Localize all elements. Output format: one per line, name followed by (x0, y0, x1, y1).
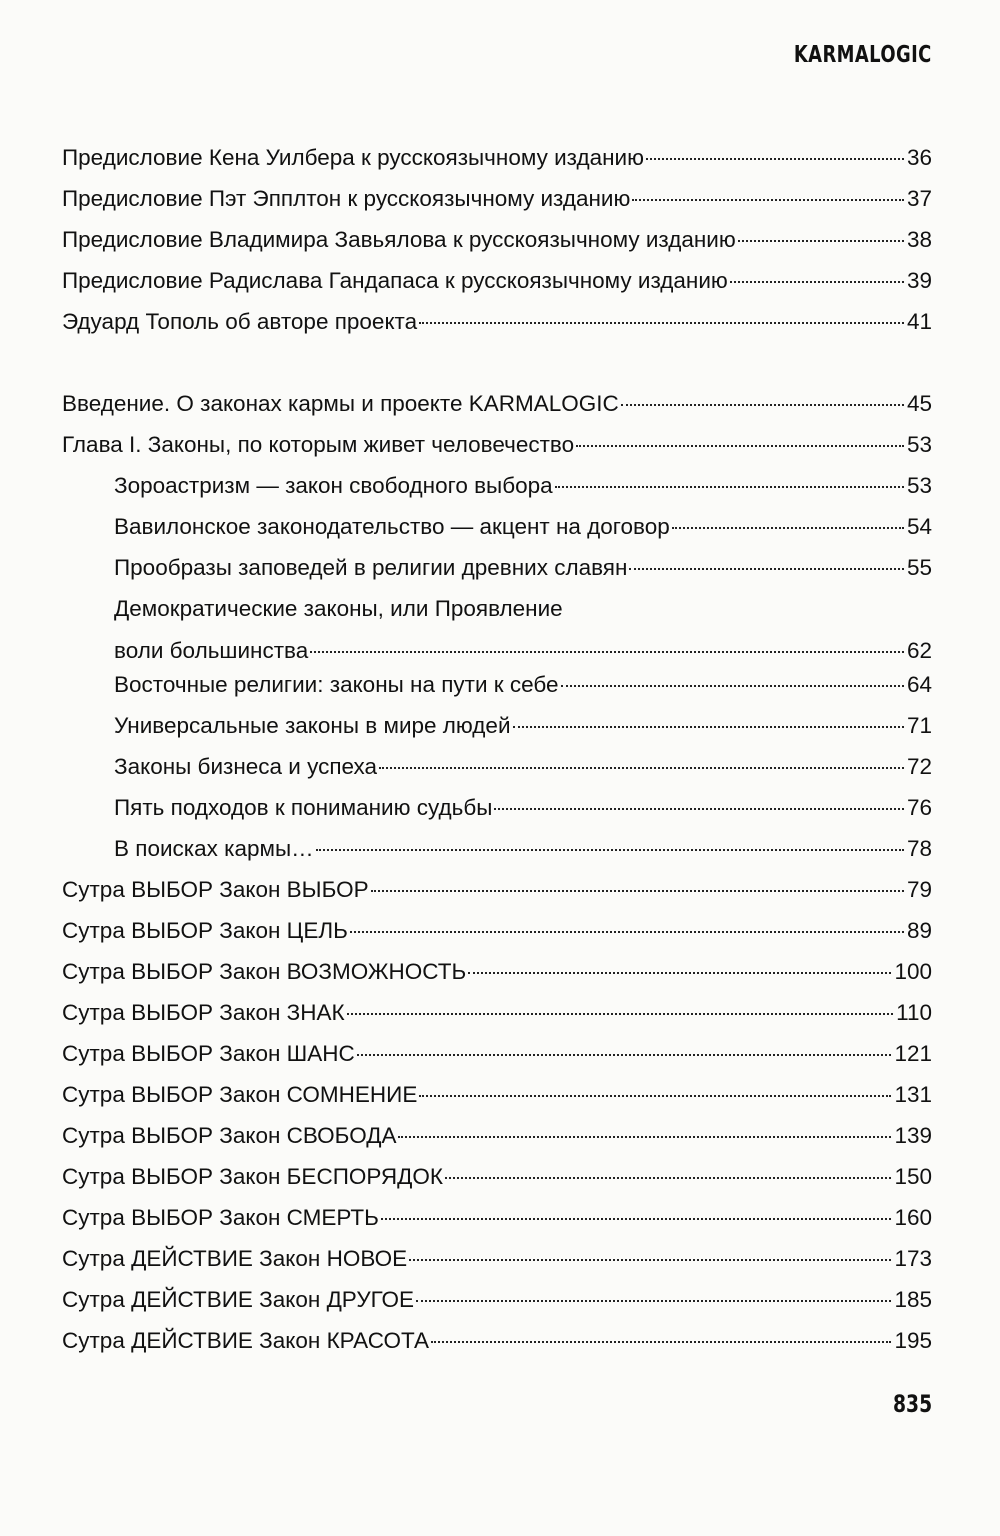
toc-entry[interactable] (62, 267, 932, 295)
toc-entry-page: 195 (894, 1328, 932, 1353)
toc-subentry[interactable] (114, 835, 932, 863)
dot-leader (494, 808, 904, 810)
toc-entry-sutra[interactable] (62, 1286, 932, 1314)
dot-leader (555, 486, 904, 488)
dot-leader (621, 404, 904, 406)
toc-entry-page: 76 (906, 795, 932, 820)
toc-entry-title: Сутра ВЫБОР Закон ЗНАК (62, 1000, 345, 1025)
toc-entry-title: Сутра ВЫБОР Закон ВОЗМОЖНОСТЬ (62, 959, 467, 984)
toc-entry-title: Пять подходов к пониманию судьбы (114, 795, 493, 820)
toc-entry-sutra[interactable] (62, 1245, 932, 1273)
toc-entry-title: Введение. О законах кармы и проекте KARMALOGIC (62, 391, 619, 416)
toc-entry[interactable] (62, 185, 932, 213)
toc-entry-sutra[interactable] (62, 1040, 932, 1068)
toc-entry-page: 131 (894, 1082, 932, 1107)
dot-leader (419, 322, 904, 324)
toc-entry-page: 150 (894, 1164, 932, 1189)
toc-entry-page: 78 (906, 836, 932, 861)
toc-entry-title: Предисловие Кена Уилбера к русскоязычному изданию (62, 145, 644, 170)
toc-entry-title: Предисловие Радислава Гандапаса к русскоязычному изданию (62, 268, 728, 293)
toc-entry-page: 139 (894, 1123, 932, 1148)
toc-entry-title: Законы бизнеса и успеха (114, 754, 378, 779)
toc-entry-sutra[interactable] (62, 876, 932, 904)
toc-entry-page: 45 (906, 391, 932, 416)
toc-entry[interactable] (62, 308, 932, 336)
toc-entry-page: 121 (894, 1041, 932, 1066)
toc-entry-page: 39 (906, 268, 932, 293)
toc-entry-title: Сутра ВЫБОР Закон СМЕРТЬ (62, 1205, 379, 1230)
dot-leader (398, 1136, 891, 1138)
toc-entry-title: Сутра ВЫБОР Закон ЦЕЛЬ (62, 918, 348, 943)
toc-entry-page: 55 (906, 555, 932, 580)
dot-leader (416, 1300, 891, 1302)
toc-entry-title: Вавилонское законодательство — акцент на договор (114, 514, 670, 539)
toc-entry-page: 71 (906, 713, 932, 738)
toc-entry-page: 53 (906, 432, 932, 457)
toc-entry-title: Сутра ДЕЙСТВИЕ Закон ДРУГОЕ (62, 1287, 415, 1312)
dot-leader (431, 1341, 891, 1343)
toc-entry-title: Сутра ДЕЙСТВИЕ Закон НОВОЕ (62, 1246, 408, 1271)
toc-subentry[interactable] (114, 554, 932, 582)
toc-entry-title: Глава I. Законы, по которым живет человечество (62, 432, 575, 457)
toc-entry-sutra[interactable] (62, 999, 932, 1027)
toc-entry-title: Сутра ВЫБОР Закон СВОБОДА (62, 1123, 397, 1148)
toc-entry-sutra[interactable] (62, 917, 932, 945)
toc-subentry[interactable] (114, 794, 932, 822)
dot-leader (310, 651, 904, 653)
toc-entry-page: 64 (906, 672, 932, 697)
toc-entry-sutra[interactable] (62, 1204, 932, 1232)
toc-entry-sutra[interactable] (62, 1163, 932, 1191)
toc-entry-page: 89 (906, 918, 932, 943)
toc-entry-page: 41 (906, 309, 932, 334)
toc-entry-title: Универсальные законы в мире людей (114, 713, 511, 738)
dot-leader (445, 1177, 891, 1179)
toc-entry-title: Зороастризм — закон свободного выбора (114, 473, 553, 498)
dot-leader (409, 1259, 891, 1261)
toc-entry-title: Эдуард Тополь об авторе проекта (62, 309, 418, 334)
toc-entry-page: 79 (906, 877, 932, 902)
toc-entry-page: 100 (894, 959, 932, 984)
toc-subentry[interactable] (114, 472, 932, 500)
toc-entry-title: Прообразы заповедей в религии древних славян (114, 555, 628, 580)
dot-leader (632, 199, 904, 201)
toc-entry-introduction[interactable] (62, 390, 932, 418)
toc-entry[interactable] (62, 144, 932, 172)
dot-leader (513, 726, 904, 728)
dot-leader (347, 1013, 894, 1015)
dot-leader (561, 685, 904, 687)
dot-leader (646, 158, 904, 160)
dot-leader (730, 281, 904, 283)
dot-leader (672, 527, 904, 529)
toc-subentry[interactable] (114, 671, 932, 699)
toc-entry-page: 173 (894, 1246, 932, 1271)
toc-entry-sutra[interactable] (62, 1081, 932, 1109)
dot-leader (419, 1095, 891, 1097)
toc-entry-page: 36 (906, 145, 932, 170)
dot-leader (357, 1054, 892, 1056)
dot-leader (629, 568, 904, 570)
toc-entry-title: Сутра ВЫБОР Закон ШАНС (62, 1041, 355, 1066)
toc-entry-title: Сутра ДЕЙСТВИЕ Закон КРАСОТА (62, 1328, 429, 1353)
dot-leader (316, 849, 904, 851)
toc-entry[interactable] (62, 226, 932, 254)
toc-entry-sutra[interactable] (62, 958, 932, 986)
toc-entry-page: 160 (894, 1205, 932, 1230)
toc-entry-page: 37 (906, 186, 932, 211)
toc-entry-page: 72 (906, 754, 932, 779)
toc-subentry[interactable] (114, 753, 932, 781)
dot-leader (738, 240, 904, 242)
dot-leader (576, 445, 904, 447)
toc-entry-title: Сутра ВЫБОР Закон СОМНЕНИЕ (62, 1082, 418, 1107)
running-head: KARMALOGIC (794, 42, 932, 68)
toc-entry-chapter[interactable] (62, 431, 932, 459)
dot-leader (350, 931, 904, 933)
toc-entry-title: Предисловие Владимира Завьялова к русскоязычному изданию (62, 227, 736, 252)
toc-entry-page: 110 (896, 1000, 932, 1025)
dot-leader (381, 1218, 892, 1220)
toc-entry-title-line1: Демократические законы, или Проявление (114, 596, 563, 621)
toc-entry-title: Предисловие Пэт Эпплтон к русскоязычному изданию (62, 186, 631, 211)
toc-subentry[interactable] (114, 595, 932, 665)
toc-entry-sutra[interactable] (62, 1122, 932, 1150)
toc-subentry[interactable] (114, 712, 932, 740)
toc-entry-title: Восточные религии: законы на пути к себе (114, 672, 559, 697)
toc-entry-page: 185 (894, 1287, 932, 1312)
toc-entry-page: 38 (906, 227, 932, 252)
dot-leader (468, 972, 891, 974)
toc-entry-title: В поисках кармы… (114, 836, 314, 861)
table-of-contents (62, 0, 932, 1536)
page-number: 835 (892, 1390, 932, 1418)
toc-entry-title: Сутра ВЫБОР Закон ВЫБОР (62, 877, 369, 902)
toc-entry-sutra[interactable] (62, 1327, 932, 1355)
toc-entry-page: 53 (906, 473, 932, 498)
dot-leader (371, 890, 904, 892)
toc-entry-page: 62 (906, 638, 932, 663)
toc-subentry[interactable] (114, 513, 932, 541)
toc-entry-page: 54 (906, 514, 932, 539)
dot-leader (379, 767, 904, 769)
toc-entry-title: Сутра ВЫБОР Закон БЕСПОРЯДОК (62, 1164, 443, 1189)
toc-entry-title-line2: воли большинства (114, 638, 309, 663)
